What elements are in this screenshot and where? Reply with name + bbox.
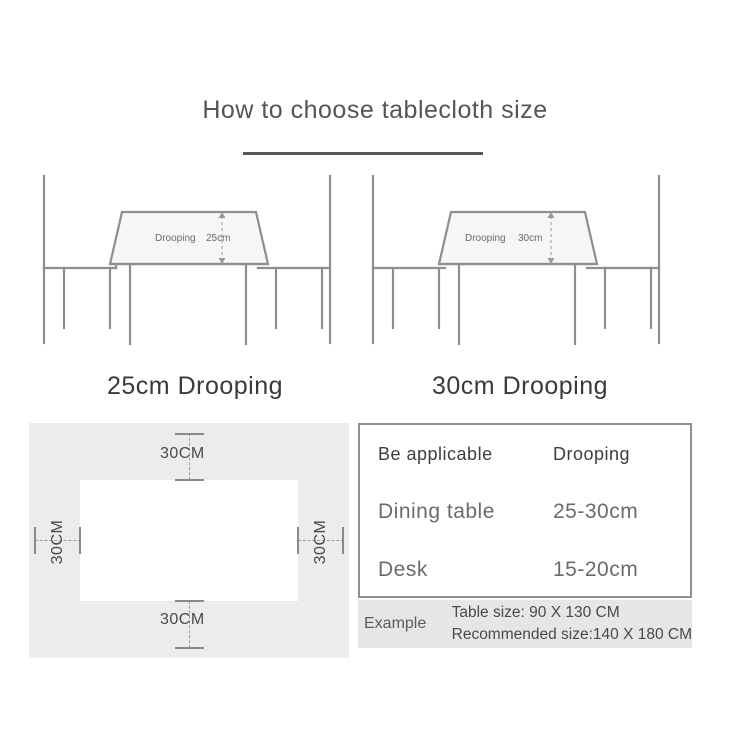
table-header-drooping: Drooping [553,443,631,464]
right-tick-inner [297,527,299,554]
table-header-row [360,425,690,483]
top-dimension-label: 30CM [160,445,205,462]
example-label: Example [364,615,427,632]
example-values [452,602,692,647]
drooping-value-right: 30cm [518,233,543,244]
row-value-dining-table: 25-30cm [553,500,639,523]
example-strip [358,600,692,648]
row-value-desk: 15-20cm [553,558,639,581]
bottom-tick-outer [175,647,204,649]
right-tick-outer [342,527,344,554]
drooping-label-left: Drooping [155,233,196,244]
diagram-25cm [30,168,360,368]
caption-25cm: 25cm Drooping [106,372,284,400]
example-recommended-size: Recommended size:140 X 180 CM [451,626,692,643]
top-tick-inner [175,479,204,481]
table-row [360,541,690,599]
row-label-dining-table: Dining table [378,500,495,523]
left-tick-outer [34,527,36,554]
bottom-dimension-label: 30CM [160,611,205,628]
example-table-size: Table size: 90 X 130 CM [451,603,620,621]
bottom-tick-inner [175,600,204,602]
diagram-25cm-svg [30,168,360,368]
drooping-label-right: Drooping [465,233,506,244]
caption-30cm: 30cm Drooping [431,372,609,400]
applicability-table [358,423,692,598]
right-dimension-label: 30CM [312,519,329,565]
top-tick-outer [175,433,204,435]
table-header-applicable: Be applicable [378,443,493,464]
row-label-desk: Desk [378,558,428,581]
diagram-30cm-svg [355,168,685,368]
page-title: How to choose tablecloth size [202,96,548,124]
diagram-30cm [355,168,685,368]
table-row [360,483,690,541]
left-tick-inner [79,527,81,554]
table-top-area [80,480,298,601]
title-underline [243,152,483,155]
cloth-overhang-diagram [29,423,349,658]
left-dimension-label: 30CM [49,519,66,565]
drooping-value-left: 25cm [206,233,231,244]
